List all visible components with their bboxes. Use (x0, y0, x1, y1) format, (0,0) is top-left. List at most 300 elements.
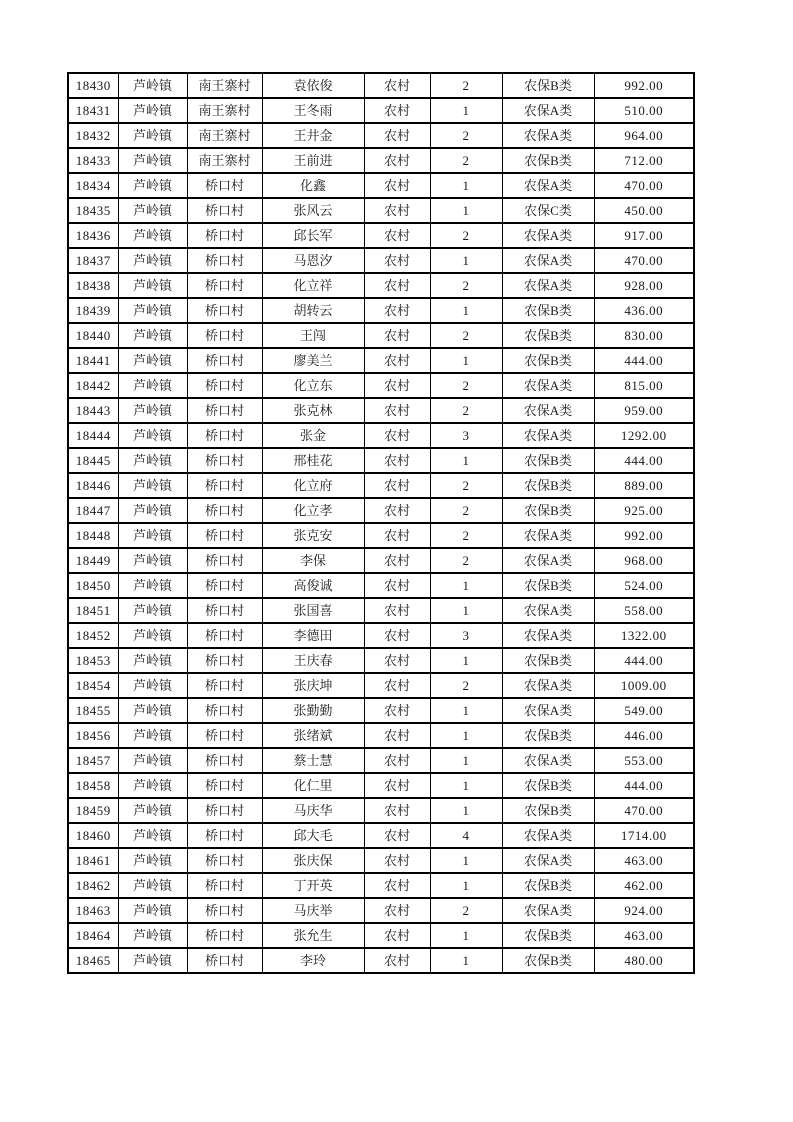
cell-town: 芦岭镇 (118, 698, 187, 723)
cell-residence: 农村 (364, 723, 430, 748)
cell-village: 桥口村 (187, 323, 262, 348)
cell-category: 农保B类 (502, 798, 594, 823)
cell-count: 1 (430, 573, 502, 598)
cell-id: 18448 (68, 523, 118, 548)
cell-count: 1 (430, 198, 502, 223)
table-row (68, 298, 694, 323)
cell-town: 芦岭镇 (118, 198, 187, 223)
cell-town: 芦岭镇 (118, 823, 187, 848)
cell-residence: 农村 (364, 423, 430, 448)
cell-town: 芦岭镇 (118, 248, 187, 273)
cell-town: 芦岭镇 (118, 73, 187, 98)
cell-name: 张克安 (262, 523, 364, 548)
cell-town: 芦岭镇 (118, 323, 187, 348)
table-row (68, 198, 694, 223)
cell-category: 农保A类 (502, 848, 594, 873)
cell-category: 农保B类 (502, 148, 594, 173)
cell-town: 芦岭镇 (118, 898, 187, 923)
cell-id: 18442 (68, 373, 118, 398)
cell-id: 18462 (68, 873, 118, 898)
table-row (68, 373, 694, 398)
cell-residence: 农村 (364, 523, 430, 548)
cell-village: 桥口村 (187, 573, 262, 598)
cell-category: 农保A类 (502, 398, 594, 423)
cell-name: 张绪斌 (262, 723, 364, 748)
cell-town: 芦岭镇 (118, 523, 187, 548)
cell-name: 邱长军 (262, 223, 364, 248)
cell-amount: 1009.00 (594, 673, 694, 698)
cell-name: 李玲 (262, 948, 364, 973)
cell-name: 丁开英 (262, 873, 364, 898)
cell-amount: 1714.00 (594, 823, 694, 848)
cell-village: 南王寨村 (187, 148, 262, 173)
cell-amount: 450.00 (594, 198, 694, 223)
cell-town: 芦岭镇 (118, 598, 187, 623)
cell-village: 南王寨村 (187, 73, 262, 98)
cell-count: 1 (430, 698, 502, 723)
cell-residence: 农村 (364, 498, 430, 523)
cell-category: 农保A类 (502, 698, 594, 723)
cell-name: 邱大毛 (262, 823, 364, 848)
cell-id: 18445 (68, 448, 118, 473)
cell-village: 桥口村 (187, 548, 262, 573)
cell-village: 桥口村 (187, 298, 262, 323)
cell-amount: 1292.00 (594, 423, 694, 448)
cell-town: 芦岭镇 (118, 148, 187, 173)
cell-name: 化立府 (262, 473, 364, 498)
cell-village: 桥口村 (187, 348, 262, 373)
cell-village: 桥口村 (187, 923, 262, 948)
cell-residence: 农村 (364, 298, 430, 323)
cell-name: 化鑫 (262, 173, 364, 198)
cell-town: 芦岭镇 (118, 448, 187, 473)
table-row (68, 523, 694, 548)
cell-id: 18459 (68, 798, 118, 823)
cell-amount: 444.00 (594, 448, 694, 473)
cell-name: 王冬雨 (262, 98, 364, 123)
table-row (68, 98, 694, 123)
cell-name: 王闯 (262, 323, 364, 348)
cell-amount: 444.00 (594, 648, 694, 673)
cell-village: 桥口村 (187, 598, 262, 623)
cell-town: 芦岭镇 (118, 748, 187, 773)
cell-count: 1 (430, 848, 502, 873)
cell-village: 桥口村 (187, 523, 262, 548)
cell-residence: 农村 (364, 898, 430, 923)
cell-category: 农保C类 (502, 198, 594, 223)
table-row (68, 598, 694, 623)
cell-category: 农保B类 (502, 723, 594, 748)
cell-town: 芦岭镇 (118, 223, 187, 248)
cell-name: 王前进 (262, 148, 364, 173)
cell-id: 18458 (68, 773, 118, 798)
cell-residence: 农村 (364, 373, 430, 398)
cell-village: 桥口村 (187, 223, 262, 248)
cell-residence: 农村 (364, 223, 430, 248)
cell-residence: 农村 (364, 98, 430, 123)
table-row (68, 73, 694, 98)
cell-id: 18441 (68, 348, 118, 373)
table-row (68, 548, 694, 573)
cell-category: 农保A类 (502, 523, 594, 548)
cell-id: 18440 (68, 323, 118, 348)
cell-count: 1 (430, 448, 502, 473)
cell-village: 桥口村 (187, 248, 262, 273)
cell-village: 桥口村 (187, 898, 262, 923)
table-row (68, 323, 694, 348)
cell-count: 1 (430, 248, 502, 273)
cell-id: 18443 (68, 398, 118, 423)
cell-amount: 462.00 (594, 873, 694, 898)
cell-id: 18450 (68, 573, 118, 598)
cell-category: 农保B类 (502, 348, 594, 373)
cell-village: 桥口村 (187, 373, 262, 398)
cell-village: 桥口村 (187, 398, 262, 423)
cell-name: 邢桂花 (262, 448, 364, 473)
cell-category: 农保A类 (502, 173, 594, 198)
cell-name: 张允生 (262, 923, 364, 948)
cell-count: 4 (430, 823, 502, 848)
cell-village: 桥口村 (187, 848, 262, 873)
cell-town: 芦岭镇 (118, 948, 187, 973)
cell-name: 张庆坤 (262, 673, 364, 698)
cell-town: 芦岭镇 (118, 573, 187, 598)
cell-town: 芦岭镇 (118, 673, 187, 698)
cell-residence: 农村 (364, 798, 430, 823)
cell-name: 张风云 (262, 198, 364, 223)
cell-town: 芦岭镇 (118, 423, 187, 448)
cell-amount: 1322.00 (594, 623, 694, 648)
cell-id: 18452 (68, 623, 118, 648)
cell-town: 芦岭镇 (118, 473, 187, 498)
cell-amount: 964.00 (594, 123, 694, 148)
cell-residence: 农村 (364, 173, 430, 198)
cell-count: 2 (430, 398, 502, 423)
cell-count: 2 (430, 523, 502, 548)
cell-count: 2 (430, 223, 502, 248)
cell-count: 2 (430, 273, 502, 298)
cell-count: 1 (430, 348, 502, 373)
cell-count: 2 (430, 473, 502, 498)
cell-name: 李德田 (262, 623, 364, 648)
cell-name: 张克林 (262, 398, 364, 423)
cell-residence: 农村 (364, 548, 430, 573)
cell-count: 2 (430, 123, 502, 148)
cell-village: 桥口村 (187, 873, 262, 898)
table-row (68, 898, 694, 923)
cell-amount: 830.00 (594, 323, 694, 348)
cell-category: 农保B类 (502, 573, 594, 598)
cell-residence: 农村 (364, 198, 430, 223)
cell-town: 芦岭镇 (118, 273, 187, 298)
cell-amount: 470.00 (594, 248, 694, 273)
cell-village: 桥口村 (187, 198, 262, 223)
cell-category: 农保B类 (502, 923, 594, 948)
cell-amount: 558.00 (594, 598, 694, 623)
cell-id: 18436 (68, 223, 118, 248)
cell-town: 芦岭镇 (118, 873, 187, 898)
cell-residence: 农村 (364, 573, 430, 598)
cell-id: 18438 (68, 273, 118, 298)
cell-amount: 992.00 (594, 73, 694, 98)
table-row (68, 823, 694, 848)
cell-category: 农保A类 (502, 98, 594, 123)
cell-id: 18465 (68, 948, 118, 973)
cell-amount: 917.00 (594, 223, 694, 248)
cell-id: 18451 (68, 598, 118, 623)
cell-category: 农保B类 (502, 73, 594, 98)
cell-category: 农保A类 (502, 598, 594, 623)
cell-amount: 925.00 (594, 498, 694, 523)
table-row (68, 248, 694, 273)
table-row (68, 873, 694, 898)
cell-category: 农保A类 (502, 623, 594, 648)
cell-id: 18453 (68, 648, 118, 673)
records-table (67, 72, 695, 974)
table-row (68, 223, 694, 248)
table-row (68, 798, 694, 823)
table-row (68, 123, 694, 148)
cell-id: 18444 (68, 423, 118, 448)
cell-amount: 815.00 (594, 373, 694, 398)
cell-category: 农保B类 (502, 323, 594, 348)
cell-residence: 农村 (364, 623, 430, 648)
cell-count: 1 (430, 748, 502, 773)
cell-count: 3 (430, 423, 502, 448)
cell-name: 化仁里 (262, 773, 364, 798)
cell-village: 桥口村 (187, 948, 262, 973)
cell-count: 1 (430, 873, 502, 898)
cell-village: 桥口村 (187, 273, 262, 298)
table-row (68, 473, 694, 498)
table-row (68, 773, 694, 798)
cell-category: 农保B类 (502, 498, 594, 523)
cell-residence: 农村 (364, 598, 430, 623)
cell-town: 芦岭镇 (118, 498, 187, 523)
cell-name: 王井金 (262, 123, 364, 148)
cell-id: 18434 (68, 173, 118, 198)
cell-residence: 农村 (364, 323, 430, 348)
cell-village: 桥口村 (187, 648, 262, 673)
cell-id: 18463 (68, 898, 118, 923)
table-row (68, 148, 694, 173)
cell-residence: 农村 (364, 123, 430, 148)
cell-category: 农保A类 (502, 248, 594, 273)
cell-residence: 农村 (364, 248, 430, 273)
cell-count: 2 (430, 498, 502, 523)
cell-village: 桥口村 (187, 698, 262, 723)
cell-village: 桥口村 (187, 723, 262, 748)
cell-amount: 470.00 (594, 173, 694, 198)
table-row (68, 573, 694, 598)
table-row (68, 923, 694, 948)
cell-town: 芦岭镇 (118, 373, 187, 398)
cell-town: 芦岭镇 (118, 848, 187, 873)
cell-town: 芦岭镇 (118, 623, 187, 648)
cell-amount: 928.00 (594, 273, 694, 298)
cell-name: 化立孝 (262, 498, 364, 523)
cell-id: 18460 (68, 823, 118, 848)
cell-residence: 农村 (364, 398, 430, 423)
cell-name: 王庆春 (262, 648, 364, 673)
cell-amount: 510.00 (594, 98, 694, 123)
cell-town: 芦岭镇 (118, 773, 187, 798)
cell-residence: 农村 (364, 148, 430, 173)
table-row (68, 623, 694, 648)
cell-amount: 968.00 (594, 548, 694, 573)
cell-category: 农保A类 (502, 423, 594, 448)
cell-category: 农保A类 (502, 548, 594, 573)
cell-village: 桥口村 (187, 748, 262, 773)
table-row (68, 273, 694, 298)
cell-village: 桥口村 (187, 673, 262, 698)
cell-town: 芦岭镇 (118, 348, 187, 373)
table-row (68, 748, 694, 773)
cell-residence: 农村 (364, 748, 430, 773)
cell-id: 18447 (68, 498, 118, 523)
cell-town: 芦岭镇 (118, 723, 187, 748)
cell-id: 18439 (68, 298, 118, 323)
cell-village: 桥口村 (187, 823, 262, 848)
cell-residence: 农村 (364, 473, 430, 498)
cell-id: 18431 (68, 98, 118, 123)
cell-village: 桥口村 (187, 798, 262, 823)
cell-count: 2 (430, 373, 502, 398)
cell-village: 桥口村 (187, 498, 262, 523)
cell-category: 农保B类 (502, 473, 594, 498)
cell-village: 桥口村 (187, 473, 262, 498)
table-row (68, 348, 694, 373)
cell-id: 18457 (68, 748, 118, 773)
cell-name: 马庆举 (262, 898, 364, 923)
cell-town: 芦岭镇 (118, 98, 187, 123)
cell-count: 2 (430, 548, 502, 573)
cell-residence: 农村 (364, 348, 430, 373)
cell-count: 1 (430, 298, 502, 323)
cell-id: 18464 (68, 923, 118, 948)
cell-residence: 农村 (364, 273, 430, 298)
cell-name: 胡转云 (262, 298, 364, 323)
cell-id: 18449 (68, 548, 118, 573)
cell-amount: 712.00 (594, 148, 694, 173)
cell-count: 1 (430, 723, 502, 748)
table-row (68, 948, 694, 973)
cell-category: 农保A类 (502, 123, 594, 148)
cell-category: 农保B类 (502, 773, 594, 798)
table-row (68, 448, 694, 473)
cell-name: 张金 (262, 423, 364, 448)
cell-category: 农保A类 (502, 748, 594, 773)
cell-category: 农保A类 (502, 673, 594, 698)
table-row (68, 648, 694, 673)
cell-count: 2 (430, 73, 502, 98)
cell-amount: 436.00 (594, 298, 694, 323)
cell-id: 18456 (68, 723, 118, 748)
table-row (68, 498, 694, 523)
table-row (68, 673, 694, 698)
cell-amount: 480.00 (594, 948, 694, 973)
cell-count: 1 (430, 773, 502, 798)
cell-town: 芦岭镇 (118, 648, 187, 673)
cell-amount: 924.00 (594, 898, 694, 923)
cell-name: 张庆保 (262, 848, 364, 873)
cell-category: 农保B类 (502, 648, 594, 673)
cell-category: 农保A类 (502, 898, 594, 923)
table-row (68, 398, 694, 423)
cell-name: 化立东 (262, 373, 364, 398)
table-row (68, 423, 694, 448)
cell-count: 1 (430, 923, 502, 948)
cell-id: 18446 (68, 473, 118, 498)
cell-count: 2 (430, 323, 502, 348)
cell-name: 廖美兰 (262, 348, 364, 373)
cell-count: 1 (430, 98, 502, 123)
cell-amount: 553.00 (594, 748, 694, 773)
cell-residence: 农村 (364, 848, 430, 873)
cell-category: 农保B类 (502, 448, 594, 473)
cell-town: 芦岭镇 (118, 123, 187, 148)
cell-amount: 549.00 (594, 698, 694, 723)
cell-id: 18454 (68, 673, 118, 698)
cell-name: 张勤勤 (262, 698, 364, 723)
cell-count: 1 (430, 598, 502, 623)
cell-amount: 444.00 (594, 773, 694, 798)
cell-amount: 444.00 (594, 348, 694, 373)
cell-residence: 农村 (364, 873, 430, 898)
table-row (68, 723, 694, 748)
cell-count: 1 (430, 948, 502, 973)
cell-town: 芦岭镇 (118, 173, 187, 198)
cell-village: 南王寨村 (187, 123, 262, 148)
cell-name: 高俊诚 (262, 573, 364, 598)
cell-residence: 农村 (364, 923, 430, 948)
cell-category: 农保A类 (502, 273, 594, 298)
table-row (68, 848, 694, 873)
cell-count: 1 (430, 173, 502, 198)
cell-town: 芦岭镇 (118, 548, 187, 573)
cell-amount: 463.00 (594, 923, 694, 948)
records-table-body (68, 73, 694, 973)
cell-category: 农保A类 (502, 223, 594, 248)
cell-name: 袁依俊 (262, 73, 364, 98)
cell-category: 农保A类 (502, 823, 594, 848)
cell-amount: 446.00 (594, 723, 694, 748)
cell-name: 蔡士慧 (262, 748, 364, 773)
cell-id: 18432 (68, 123, 118, 148)
table-row (68, 698, 694, 723)
cell-amount: 470.00 (594, 798, 694, 823)
cell-count: 1 (430, 648, 502, 673)
cell-category: 农保A类 (502, 373, 594, 398)
cell-id: 18430 (68, 73, 118, 98)
cell-town: 芦岭镇 (118, 923, 187, 948)
cell-amount: 463.00 (594, 848, 694, 873)
cell-id: 18455 (68, 698, 118, 723)
cell-village: 南王寨村 (187, 98, 262, 123)
cell-amount: 889.00 (594, 473, 694, 498)
cell-village: 桥口村 (187, 423, 262, 448)
cell-residence: 农村 (364, 948, 430, 973)
cell-residence: 农村 (364, 773, 430, 798)
cell-count: 2 (430, 148, 502, 173)
cell-village: 桥口村 (187, 623, 262, 648)
cell-id: 18461 (68, 848, 118, 873)
cell-count: 1 (430, 798, 502, 823)
cell-town: 芦岭镇 (118, 398, 187, 423)
cell-amount: 992.00 (594, 523, 694, 548)
cell-village: 桥口村 (187, 173, 262, 198)
table-row (68, 173, 694, 198)
